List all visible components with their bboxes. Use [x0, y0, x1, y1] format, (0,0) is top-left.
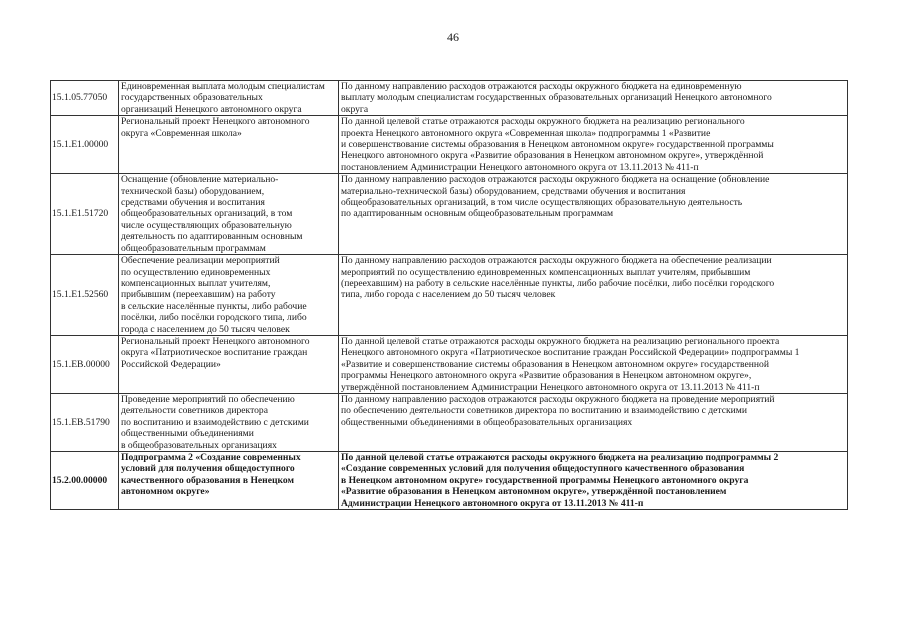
table-row — [51, 335, 848, 393]
row-code: 15.1.E1.00000 — [51, 116, 119, 174]
table-row — [51, 452, 848, 510]
row-desc-line: По данной целевой статье отражаются расходы окружного бюджета на реализацию регионального — [341, 116, 745, 128]
row-name-line: Проведение мероприятий по обеспечению — [121, 393, 295, 405]
table-row — [51, 393, 848, 451]
row-desc-line: «Развитие образования в Ненецком автономном округе», утверждённой постановлением — [341, 486, 727, 498]
row-name — [119, 335, 339, 393]
row-desc-line: общественными объединениями в общеобразовательных организациях — [341, 416, 633, 428]
row-description — [339, 116, 848, 174]
row-desc-line: «Создание современных условий для получения общедоступного качественного образования — [341, 463, 745, 475]
row-desc-line: по адаптированным основным общеобразовательным программам — [341, 208, 614, 220]
row-code: 15.1.E1.51720 — [51, 174, 119, 255]
row-desc-line: По данной целевой статье отражаются расходы окружного бюджета на реализацию подпрограммы 2 — [341, 452, 779, 463]
row-name-line: прибывшим (переехавшим) на работу — [121, 289, 276, 301]
row-name-line: в общеобразовательных организациях — [121, 439, 277, 451]
row-desc-line: По данному направлению расходов отражаются расходы окружного бюджета на проведение мероприятий — [341, 393, 775, 405]
row-name-line: Обеспечение реализации мероприятий — [121, 255, 280, 267]
row-name-line: Оснащение (обновление материально- — [121, 174, 279, 186]
row-desc-line: в Ненецком автономном округе» государственной программы Ненецкого автономного округа — [341, 474, 749, 486]
table-row — [51, 174, 848, 255]
row-desc-line: округа — [341, 103, 369, 115]
row-name-line: посёлки, либо посёлки городского типа, либо — [121, 312, 307, 324]
row-name-line: деятельности советников директора — [121, 405, 268, 417]
row-desc-line: типа, либо города с населением до 50 тысяч человек — [341, 289, 556, 301]
row-desc-line: утверждённой постановлением Администрации Ненецкого автономного округа от 13.11.2013 № 411-п — [341, 381, 760, 393]
row-name-line: по осуществлению единовременных — [121, 266, 271, 278]
row-name-line: по воспитанию и взаимодействию с детскими — [121, 416, 309, 428]
row-description — [339, 81, 848, 116]
table-row — [51, 116, 848, 174]
row-name-line: деятельность по адаптированным основным — [121, 231, 303, 243]
row-name-line: качественного образования в Ненецком — [121, 474, 295, 486]
row-description — [339, 255, 848, 336]
row-name-line: Региональный проект Ненецкого автономного — [121, 335, 310, 347]
row-name — [119, 174, 339, 255]
row-name-line: общественными объединениями — [121, 428, 254, 440]
row-desc-line: Ненецкого автономного округа «Развитие образования в Ненецком автономном округе», утверждённой — [341, 150, 764, 162]
budget-classification-table — [50, 80, 848, 510]
row-desc-line: По данному направлению расходов отражаются расходы окружного бюджета на единовременную — [341, 81, 742, 92]
row-desc-line: По данному направлению расходов отражаются расходы окружного бюджета на оснащение (обновление — [341, 174, 770, 186]
row-name-line: в сельские населённые пункты, либо рабочие — [121, 300, 307, 312]
row-name-line: общеобразовательных организаций, в том — [121, 208, 293, 220]
row-name-line: Подпрограмма 2 «Создание современных — [121, 452, 301, 463]
row-desc-line: «Развитие и совершенствование системы образования в Ненецком автономном округе» государственной — [341, 358, 769, 370]
row-desc-line: общеобразовательных организаций, в том числе осуществляющих образовательную деятельность — [341, 197, 743, 209]
row-description — [339, 393, 848, 451]
row-name-line: Региональный проект Ненецкого автономного — [121, 116, 310, 128]
row-name-line: условий для получения общедоступного — [121, 463, 295, 475]
row-description — [339, 452, 848, 510]
row-name-line: округа «Современная школа» — [121, 127, 242, 139]
row-code: 15.1.EB.51790 — [51, 393, 119, 451]
row-desc-line: По данному направлению расходов отражаются расходы окружного бюджета на обеспечение реализации — [341, 255, 772, 267]
row-name — [119, 116, 339, 174]
row-code: 15.1.EB.00000 — [51, 335, 119, 393]
page-number: 46 — [447, 30, 459, 44]
row-desc-line: программы Ненецкого автономного округа «Развитие образования в Ненецком автономном округе», — [341, 370, 752, 382]
row-name-line: общеобразовательным программам — [121, 242, 266, 254]
row-name-line: организаций Ненецкого автономного округа — [121, 103, 302, 115]
table-row — [51, 81, 848, 116]
row-name-line: Единовременная выплата молодым специалистам — [121, 81, 325, 92]
row-name — [119, 81, 339, 116]
row-name-line: числе осуществляющих образовательную — [121, 219, 292, 231]
row-desc-line: выплату молодым специалистам государственных образовательных организаций Ненецкого автономного — [341, 92, 772, 104]
row-name-line: компенсационных выплат учителям, — [121, 277, 271, 289]
row-name-line: средствами обучения и воспитания — [121, 197, 265, 209]
row-name-line: города с населением до 50 тысяч человек — [121, 323, 290, 335]
row-name-line: Российской Федерации» — [121, 358, 221, 370]
row-desc-line: По данной целевой статье отражаются расходы окружного бюджета на реализацию регионального проекта — [341, 335, 780, 347]
row-desc-line: проекта Ненецкого автономного округа «Современная школа» подпрограммы 1 «Развитие — [341, 127, 711, 139]
row-desc-line: Администрации Ненецкого автономного округа от 13.11.2013 № 411-п — [341, 497, 644, 509]
row-name-line: автономном округе» — [121, 486, 210, 498]
row-name-line: округа «Патриотическое воспитание граждан — [121, 347, 308, 359]
row-desc-line: мероприятий по осуществлению единовременных компенсационных выплат учителям, прибывшим — [341, 266, 751, 278]
row-name — [119, 393, 339, 451]
row-desc-line: постановлением Администрации Ненецкого автономного округа от 13.11.2013 № 411-п — [341, 161, 699, 173]
row-name — [119, 255, 339, 336]
row-code: 15.1.E1.52560 — [51, 255, 119, 336]
row-desc-line: (переехавшим) на работу в сельские населённые пункты, либо рабочие посёлки, либо посёлки городского — [341, 277, 775, 289]
row-code: 15.2.00.00000 — [51, 452, 119, 510]
row-desc-line: по обеспечению деятельности советников директора по воспитанию и взаимодействию с детскими — [341, 405, 748, 417]
row-desc-line: и совершенствование системы образования в Ненецком автономном округе» государственной программы — [341, 139, 774, 151]
row-description — [339, 335, 848, 393]
row-code: 15.1.05.77050 — [51, 81, 119, 116]
row-name-line: технической базы) оборудованием, — [121, 185, 265, 197]
row-name-line: государственных образовательных — [121, 92, 263, 104]
table-row — [51, 255, 848, 336]
row-description — [339, 174, 848, 255]
row-desc-line: материально-технической базы) оборудованием, средствами обучения и воспитания — [341, 185, 686, 197]
row-name — [119, 452, 339, 510]
row-desc-line: Ненецкого автономного округа «Патриотическое воспитание граждан Российской Федерации» подпрограммы 1 — [341, 347, 800, 359]
